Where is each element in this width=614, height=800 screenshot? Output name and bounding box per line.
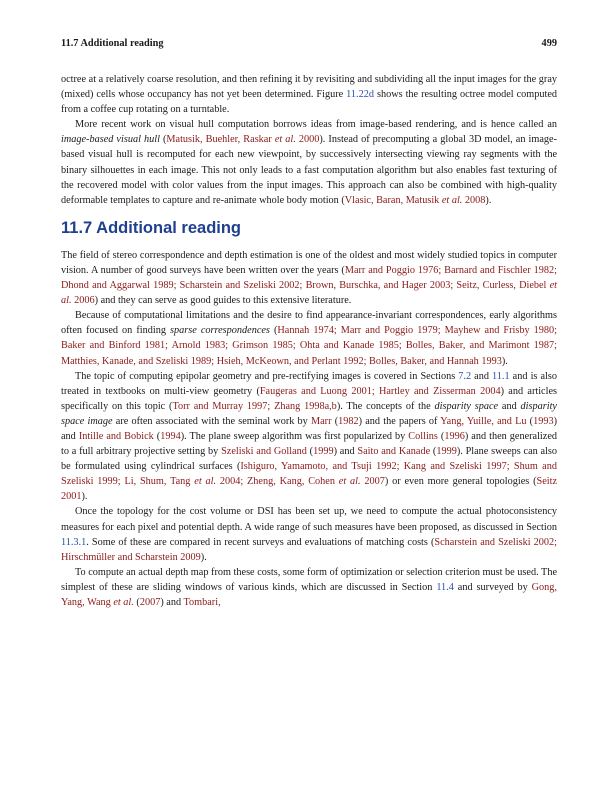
text: The topic of computing epipolar geometry and pre-rectifying images is covered in Sections [75,370,459,382]
text: ) and the papers of [358,415,441,427]
text: and [471,370,493,382]
emphasis: disparity space image [61,400,557,427]
citation-link[interactable]: Torr and Murray 1997; Zhang 1998a,b [172,400,337,412]
text: ( [430,446,437,458]
citation-link[interactable]: Hannah 1974; Marr and Poggio 1979; Mayhew and Frisby 1980; Baker and Binford 1981; Arnold 1983; Grimson 1985; Ohta and Kanade 1985; Bolles, Baker, and Marimont 1987; Matthies, Kanade, and Szeliski 1989; Hsieh, McKeown, and Perlant 1992; Bolles, Baker, and Hannah 1993 [61,325,558,367]
paragraph-surveys [61,248,557,308]
section-ref[interactable]: 7.2 [458,370,472,382]
paragraph-sparse-correspondence [61,308,557,368]
text: shows the resulting octree model computed from a coffee cup rotating on a turntable. [61,89,557,116]
citation-etal: et al. [61,280,557,307]
citation-text: 2004; Zheng, Kang, Cohen [216,476,339,488]
text: ) and [160,597,184,608]
paragraph-depth-map-optimization [61,565,557,610]
text: ). The concepts of the [336,400,435,412]
citation-link[interactable]: Tombari, [183,597,221,608]
citation-year: 2006 [71,295,95,307]
citation-text: Matusik, Buehler, Raskar [166,134,275,146]
text: ) and then generalized to a full arbitrary projective setting by [61,430,557,458]
text: ). Plane sweeps can also be formulated using cylindrical surfaces ( [61,446,558,473]
paragraph-cost-volume [61,504,557,564]
citation-link[interactable]: 1999 [313,446,334,458]
paragraph-epipolar-geometry [61,369,557,505]
section-heading: 11.7 Additional reading [61,218,242,237]
citation-year: 2007 [360,476,385,488]
text: ). [81,491,88,503]
emphasis: sparse correspondences [170,325,270,337]
text: ( [133,597,140,608]
text: ). The plane sweep algorithm was first popularized by [180,430,409,442]
text: ) or even more general topologies ( [384,476,537,488]
page-body [61,72,557,610]
citation-etal: et al. [338,476,361,488]
text: ( [526,415,534,427]
section-ref[interactable]: 11.4 [436,581,454,593]
citation-link[interactable]: Seitz 2001 [61,476,557,503]
text: ( [159,134,167,146]
running-title: 11.7 Additional reading [61,38,164,49]
citation-etal: et al. [113,597,134,608]
citation-link[interactable]: Szeliski and Golland [221,446,307,458]
text: ). [200,551,207,563]
text: Because of computational limitations and the desire to find appearance-invariant correspondences, early algorithms often focused on finding [61,310,557,337]
citation-text: Ishiguro, Yamamoto, and Tsuji 1992; Kang and Szeliski 1997; Shum and Szeliski 1999; Li, Shum, Tang [61,461,557,488]
citation-link[interactable]: 1994 [160,430,181,442]
citation-link[interactable]: 1993 [533,415,554,427]
section-ref[interactable]: 11.1 [492,370,510,382]
text: ). [501,355,508,367]
text: ) and [61,415,558,442]
text: Once the topology for the cost volume or DSI has been set up, we need to compute the actual photoconsistency measures for each pixel and potential depth. A wide range of such measures have been proposed, as discussed in Section [61,506,557,533]
citation-link[interactable]: Saito and Kanade [357,446,431,458]
text: The field of stereo correspondence and depth estimation is one of the oldest and most widely studied topics in computer vision. A number of good surveys have been written over the years ( [61,249,557,276]
text: and surveyed by [453,581,532,593]
citation-link[interactable]: Yang, Yuille, and Lu [440,415,527,427]
text: and [498,400,521,412]
text: ). [485,194,492,206]
running-header [61,38,557,54]
text: ( [306,446,314,458]
citation-link[interactable]: 1982 [338,415,359,427]
citation-link[interactable]: Intille and Bobick [78,430,154,442]
citation-link[interactable]: 2007 [139,597,161,608]
paragraph-image-based-visual-hull [61,117,557,208]
text: ). Instead of precomputing a global 3D model, an image-based visual hull is recomputed for each new viewpoint, by successively intersecting viewing ray segments with the binary silhouettes in each image. This not only leads to a fast computation algorithm but also enables fast texturing of the recovered model with color values from the input images. This approach can also be combined with high-quality deformable templates to capture and re-animate whole body motion ( [61,134,557,206]
section-ref[interactable]: 11.3.1 [61,536,87,548]
text: are often associated with the seminal work by [112,415,312,427]
citation-text: Marr and Poggio 1976; Barnard and Fischler 1982; Dhond and Aggarwal 1989; Scharstein and Szeliski 2002; Brown, Burschka, and Hager 2003; Seitz, Curless, Diebel [61,264,557,292]
citation-link[interactable]: Collins [408,430,438,442]
citation-etal: et al. [274,134,296,146]
text: ) and they can serve as good guides to this extensive literature. [94,295,352,307]
emphasis: disparity space [434,400,499,412]
citation-link[interactable]: Faugeras and Luong 2001; Hartley and Zisserman 2004 [259,385,501,397]
text: octree at a relatively coarse resolution, and then refining it by revisiting and subdividing all the input images for the gray (mixed) cells whose occupancy has not yet been determined. Figure [61,74,557,101]
citation-link[interactable]: 1996 [444,430,465,442]
emphasis: image-based visual hull [61,134,160,146]
citation-etal: et al. [194,476,217,488]
citation-link[interactable]: Marr [311,415,332,427]
text: ( [331,415,339,427]
citation-year: 2000 [295,134,320,146]
figure-ref[interactable]: 11.22d [346,89,374,101]
text: ) and articles specifically on this topic ( [61,385,557,412]
citation-link[interactable]: Scharstein and Szeliski 2002; Hirschmüller and Scharstein 2009 [61,536,557,563]
text: ( [437,430,445,442]
paragraph-octree [61,72,557,117]
citation-link[interactable] [166,134,319,145]
text: ) and [333,446,358,458]
text: ( [269,325,278,337]
text: More recent work on visual hull computation borrows ideas from image-based rendering, and is hence called an [75,119,557,131]
citation-text: Vlasic, Baran, Matusik [344,194,442,206]
citation-link[interactable] [345,195,486,206]
citation-text: Gong, Yang, Wang [61,581,557,608]
text: To compute an actual depth map from these costs, some form of optimization or selection criterion must be used. The simplest of these are sliding windows of various kinds, which are discussed in Section [61,566,557,593]
citation-year: 2008 [462,194,486,206]
text: and is also treated in textbooks on multi-view geometry ( [61,370,557,397]
citation-etal: et al. [441,194,463,206]
text: ( [153,430,161,442]
citation-link[interactable]: 1999 [436,446,457,458]
page-number: 499 [541,38,557,49]
text: . Some of these are compared in recent surveys and evaluations of matching costs ( [86,536,435,548]
